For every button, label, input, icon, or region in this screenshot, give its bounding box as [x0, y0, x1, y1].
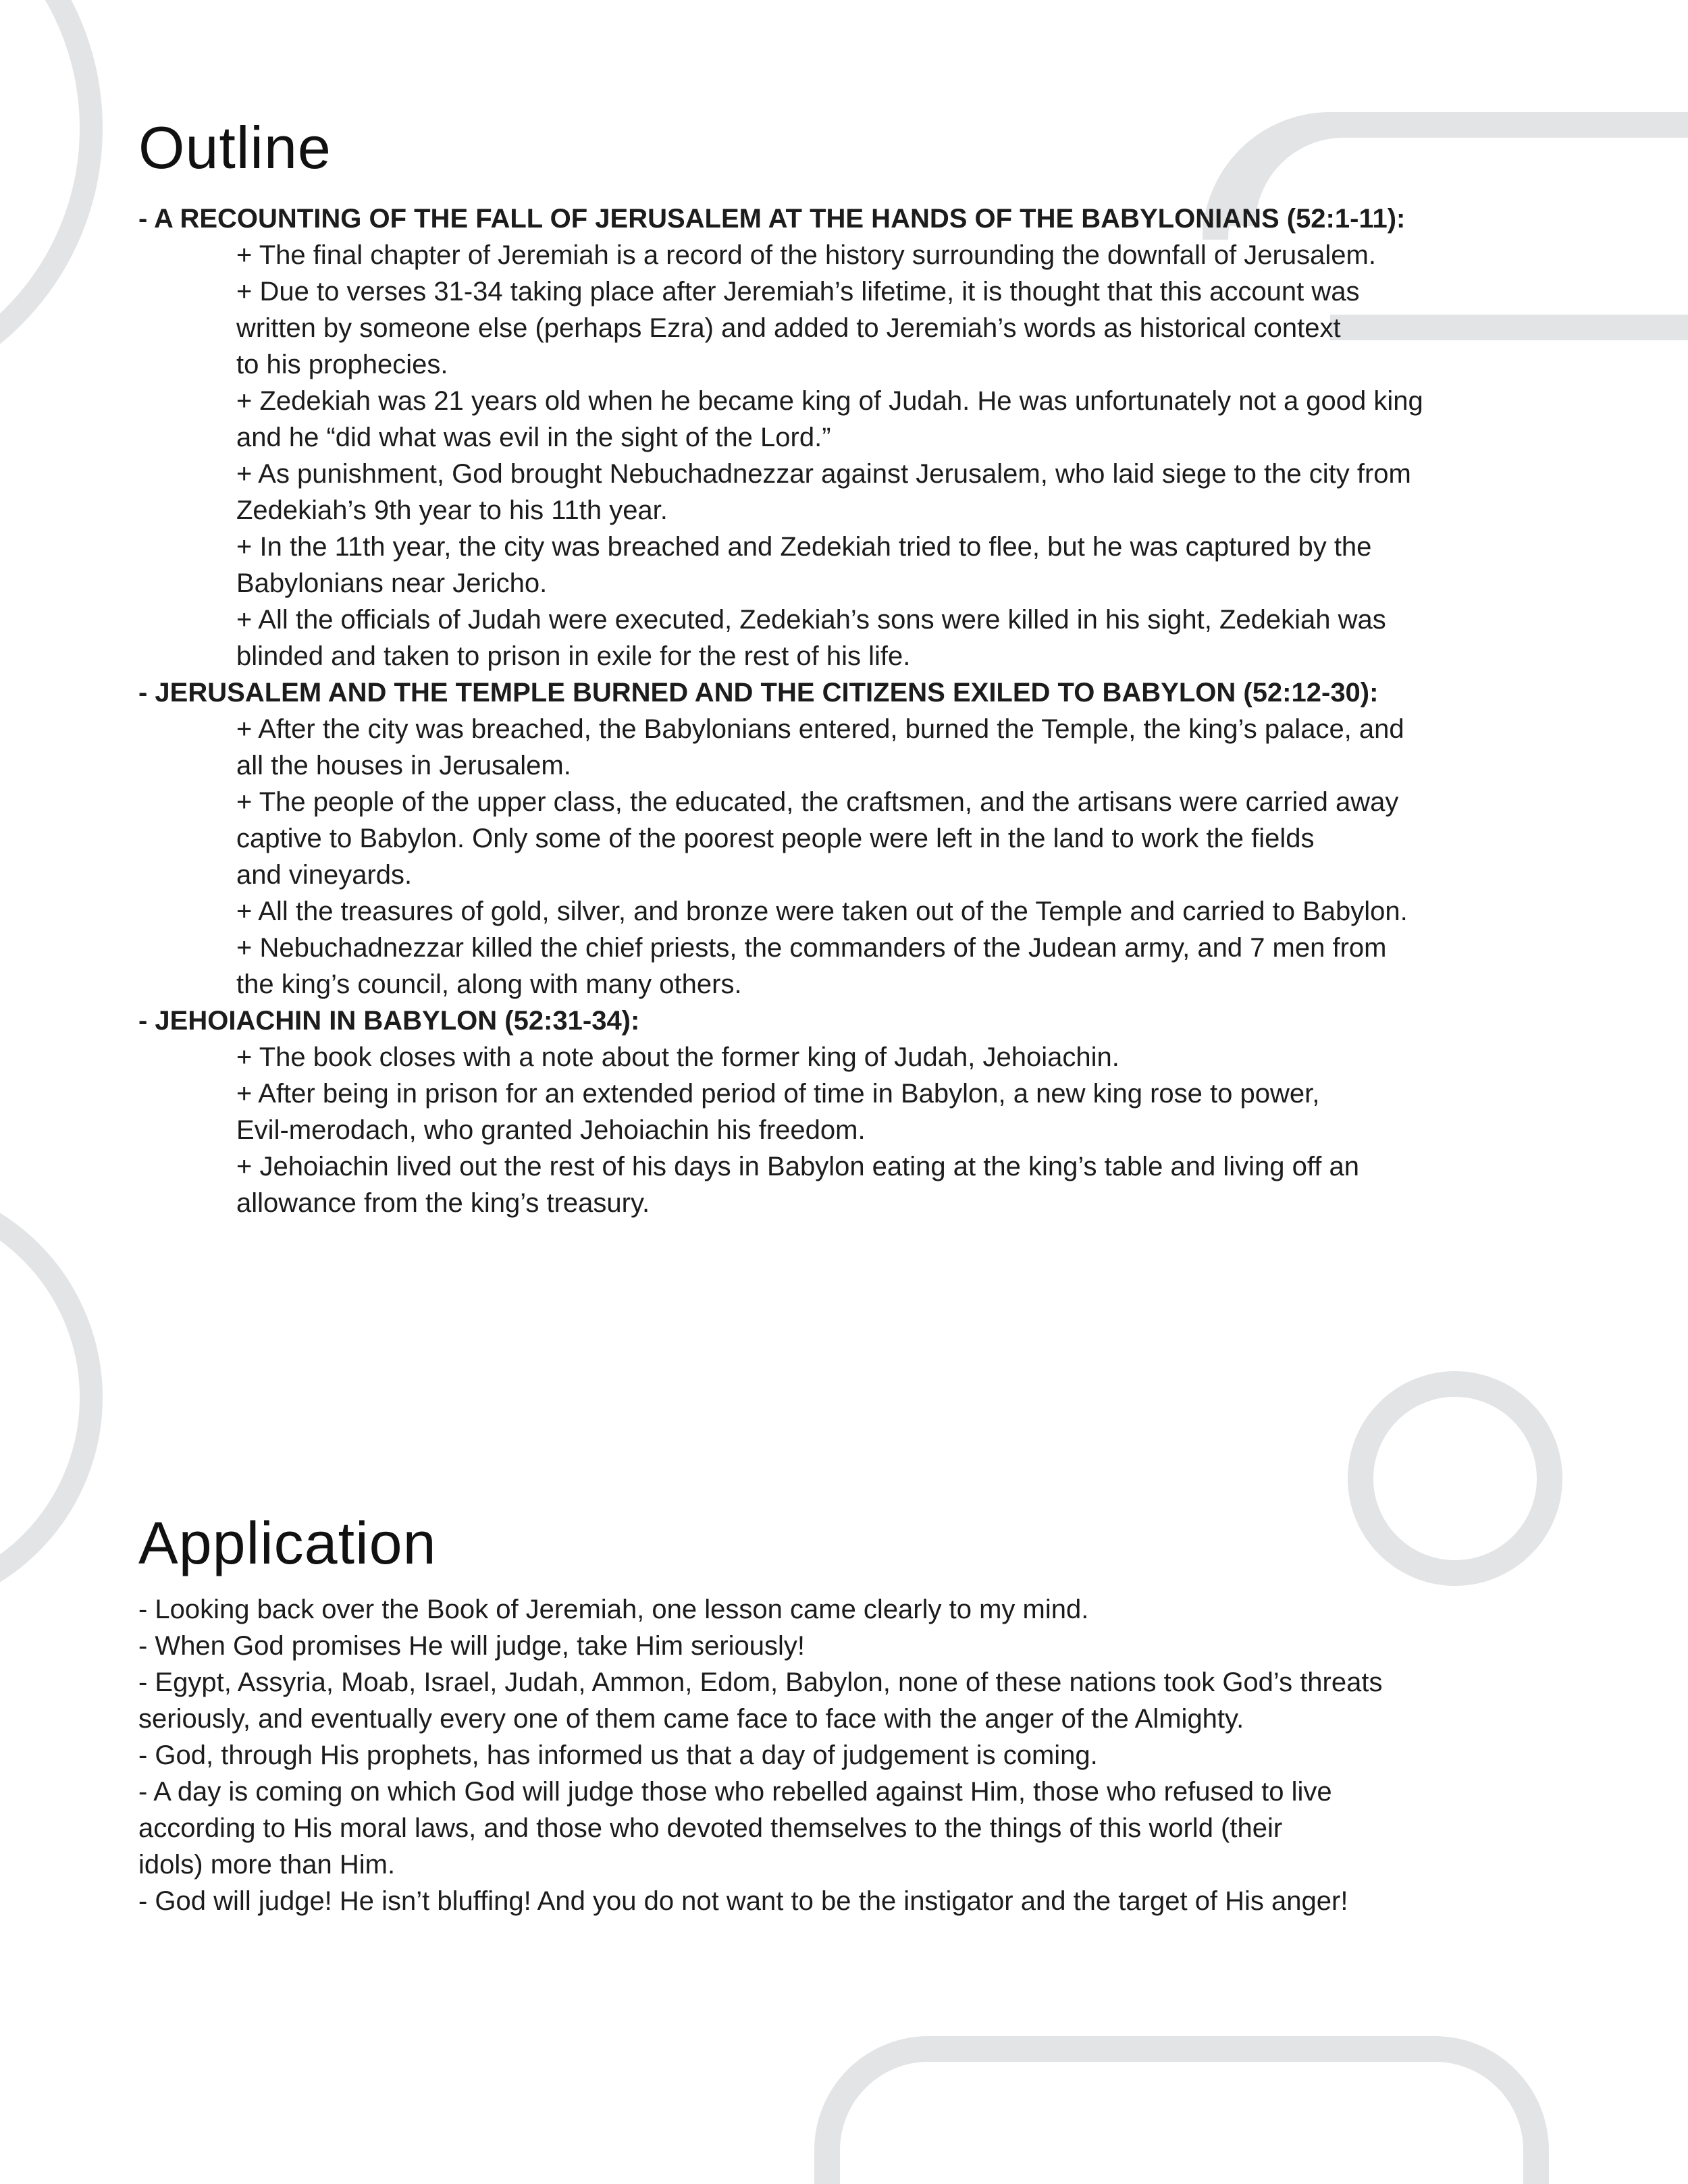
section-title: - JEHOIACHIN IN BABYLON (52:31-34):: [138, 1006, 640, 1036]
outline-point: [138, 784, 1556, 893]
point-line: and vineyards.: [236, 860, 413, 890]
application-item: [138, 1591, 1556, 1628]
application-item: [138, 1883, 1556, 1919]
item-line: idols) more than Him.: [138, 1850, 396, 1880]
outline-section-1: [138, 201, 1556, 674]
point-line: to his prophecies.: [236, 350, 448, 379]
outline-point: [138, 237, 1556, 273]
point-line: and he “did what was evil in the sight of the Lord.”: [236, 423, 831, 452]
outline-point: [138, 529, 1556, 602]
application-item: [138, 1664, 1556, 1737]
outline-section-2: [138, 674, 1556, 1003]
point-line: + In the 11th year, the city was breached and Zedekiah tried to flee, but he was captured by the: [236, 532, 1372, 562]
outline-list: [138, 201, 1556, 1221]
point-line: + The final chapter of Jeremiah is a record of the history surrounding the downfall of Jerusalem.: [236, 240, 1376, 270]
point-line: + After the city was breached, the Babylonians entered, burned the Temple, the king’s palace, and: [236, 714, 1404, 744]
point-line: allowance from the king’s treasury.: [236, 1188, 650, 1218]
application-item: [138, 1628, 1556, 1664]
outline-point: [138, 383, 1556, 456]
outline-point: [138, 1075, 1556, 1148]
point-line: + Jehoiachin lived out the rest of his days in Babylon eating at the king’s table and living off an: [236, 1152, 1359, 1181]
point-line: + All the treasures of gold, silver, and bronze were taken out of the Temple and carried to Babylon.: [236, 897, 1408, 926]
item-line: - God, through His prophets, has informed us that a day of judgement is coming.: [138, 1740, 1098, 1770]
decor-arc-top-left: [0, 0, 91, 395]
section-title: - JERUSALEM AND THE TEMPLE BURNED AND THE CITIZENS EXILED TO BABYLON (52:12-30):: [138, 678, 1379, 708]
point-line: + Zedekiah was 21 years old when he became king of Judah. He was unfortunately not a good king: [236, 386, 1423, 416]
point-line: + All the officials of Judah were executed, Zedekiah’s sons were killed in his sight, Zedekiah was: [236, 605, 1386, 635]
outline-point: [138, 711, 1556, 784]
outline-point: [138, 602, 1556, 674]
outline-point: [138, 273, 1556, 383]
point-line: Evil-merodach, who granted Jehoiachin his freedom.: [236, 1115, 866, 1145]
point-line: Babylonians near Jericho.: [236, 568, 548, 598]
item-line: seriously, and eventually every one of them came face to face with the anger of the Almighty.: [138, 1704, 1244, 1734]
point-line: + After being in prison for an extended period of time in Babylon, a new king rose to power,: [236, 1079, 1320, 1109]
item-line: according to His moral laws, and those who devoted themselves to the things of this world (their: [138, 1813, 1283, 1843]
point-line: + As punishment, God brought Nebuchadnezzar against Jerusalem, who laid siege to the city from: [236, 459, 1411, 489]
application-list: [138, 1591, 1556, 1919]
item-line: - God will judge! He isn’t bluffing! And you do not want to be the instigator and the target of His anger!: [138, 1886, 1348, 1916]
application-item: [138, 1737, 1556, 1774]
point-line: Zedekiah’s 9th year to his 11th year.: [236, 496, 668, 525]
application-item: [138, 1774, 1556, 1883]
decor-arc-mid-left: [0, 1192, 91, 1603]
point-line: + The book closes with a note about the former king of Judah, Jehoiachin.: [236, 1042, 1119, 1072]
point-line: + Due to verses 31-34 taking place after Jeremiah’s lifetime, it is thought that this account was: [236, 277, 1360, 307]
decor-ring-right: [1361, 1384, 1550, 1573]
outline-point: [138, 893, 1556, 930]
item-line: - Egypt, Assyria, Moab, Israel, Judah, Ammon, Edom, Babylon, none of these nations took God’s threats: [138, 1668, 1383, 1697]
point-line: blinded and taken to prison in exile for the rest of his life.: [236, 641, 911, 671]
point-line: written by someone else (perhaps Ezra) and added to Jeremiah’s words as historical context: [236, 313, 1341, 343]
outline-heading: Outline: [138, 114, 332, 181]
outline-point: [138, 930, 1556, 1003]
point-line: + The people of the upper class, the educated, the craftsmen, and the artisans were carried away: [236, 787, 1399, 817]
point-line: captive to Babylon. Only some of the poorest people were left in the land to work the fields: [236, 824, 1315, 853]
item-line: - When God promises He will judge, take Him seriously!: [138, 1631, 806, 1661]
outline-point: [138, 1039, 1556, 1075]
point-line: all the houses in Jerusalem.: [236, 751, 571, 780]
section-title: - A RECOUNTING OF THE FALL OF JERUSALEM AT THE HANDS OF THE BABYLONIANS (52:1-11):: [138, 204, 1406, 234]
point-line: the king’s council, along with many others.: [236, 969, 742, 999]
decor-rounded-bottom: [827, 2049, 1536, 2184]
item-line: - Looking back over the Book of Jeremiah, one lesson came clearly to my mind.: [138, 1595, 1089, 1624]
outline-point: [138, 456, 1556, 529]
outline-section-3: [138, 1003, 1556, 1221]
point-line: + Nebuchadnezzar killed the chief priests, the commanders of the Judean army, and 7 men from: [236, 933, 1387, 963]
item-line: - A day is coming on which God will judge those who rebelled against Him, those who refused to live: [138, 1777, 1332, 1807]
application-heading: Application: [138, 1510, 437, 1576]
outline-point: [138, 1148, 1556, 1221]
